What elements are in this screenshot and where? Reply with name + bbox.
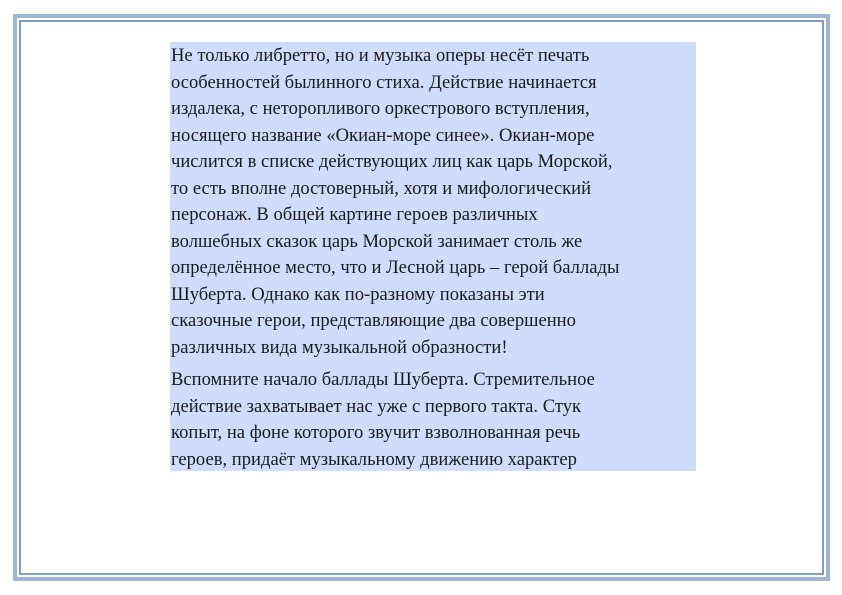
text-line: персонаж. В общей картине героев различных [171,204,538,225]
text-line: носящего название «Окиан-море синее». Окиан-море [171,124,595,146]
paragraph-2 [171,367,696,471]
text-line: различных вида музыкальной образности! [171,336,508,358]
text-line: волшебных сказок царь Морской занимает столь же [171,230,583,252]
text-line: Не только либретто, но и музыка оперы несёт печать [171,45,590,66]
text-line: Шуберта. Однако как по-разному показаны эти [171,283,545,305]
text-block [170,42,696,471]
paragraph-1 [171,43,696,361]
text-line: сказочные герои, представляющие два совершенно [171,310,576,331]
text-line: то есть вполне достоверный, хотя и мифологический [171,177,592,199]
text-line: издалека, с неторопливого оркестрового вступления, [171,98,590,119]
text-line: копыт, на фоне которого звучит взволнованная речь [171,422,581,443]
text-line: особенностей былинного стиха. Действие начинается [171,71,597,93]
text-line: действие захватывает нас уже с первого такта. Стук [171,395,582,417]
text-line: числится в списке действующих лиц как царь Морской, [171,151,613,172]
text-line: героев, придаёт музыкальному движению характер [171,448,577,470]
text-line: определённое место, что и Лесной царь – герой баллады [171,257,620,278]
text-line: Вспомните начало баллады Шуберта. Стремительное [171,369,595,390]
